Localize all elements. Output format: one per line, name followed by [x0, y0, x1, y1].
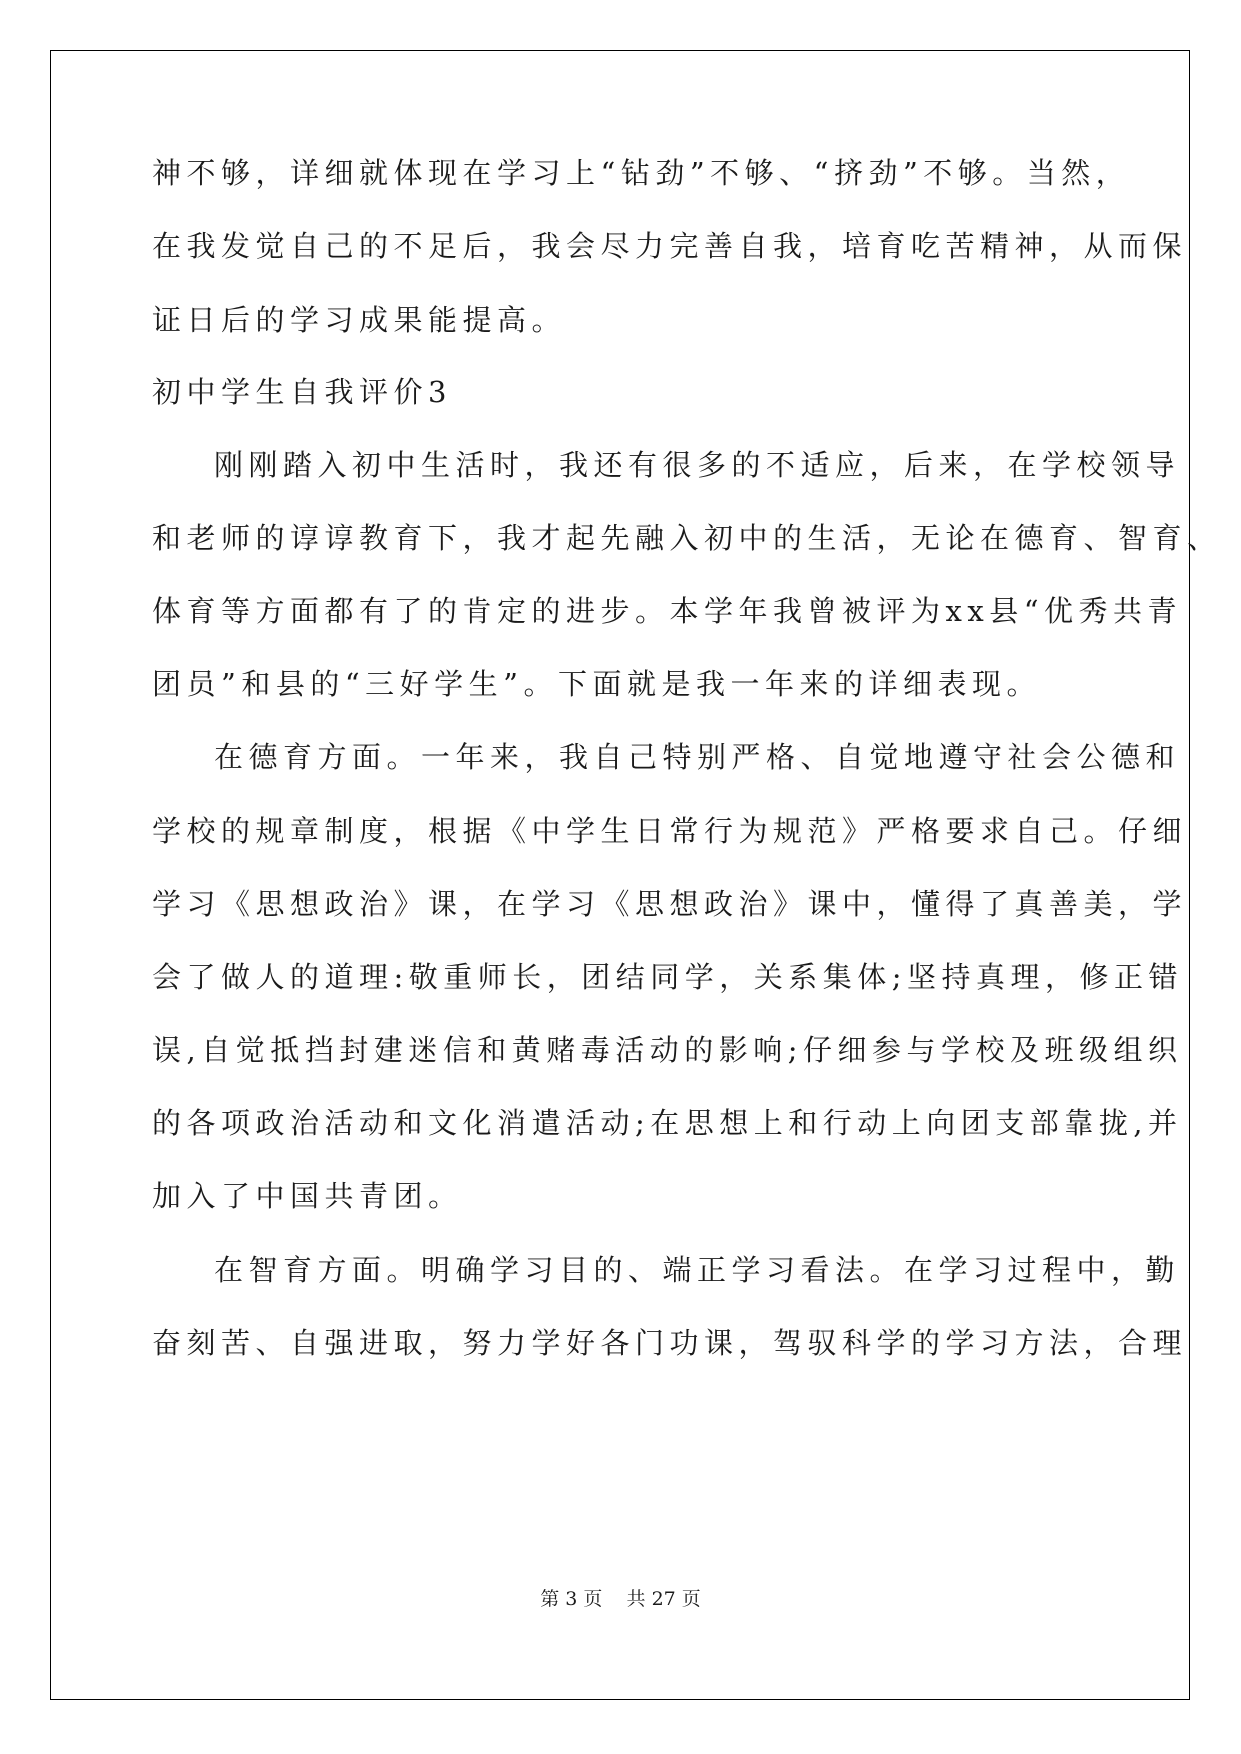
body-line: 和老师的谆谆教育下，我才起先融入初中的生活，无论在德育、智育、 [152, 521, 1222, 555]
body-line: 加入了中国共青团。 [152, 1179, 463, 1213]
body-line: 奋刻苦、自强进取，努力学好各门功课，驾驭科学的学习方法，合理 [152, 1326, 1188, 1360]
body-line: 学校的规章制度，根据《中学生日常行为规范》严格要求自己。仔细 [152, 814, 1188, 848]
body-line: 在智育方面。明确学习目的、端正学习看法。在学习过程中，勤 [214, 1253, 1181, 1287]
page-border [50, 50, 1190, 1700]
body-line: 神不够，详细就体现在学习上“钻劲”不够、“挤劲”不够。当然， [152, 156, 1131, 190]
body-line: 误,自觉抵挡封建迷信和黄赌毒活动的影响;仔细参与学校及班级组织 [152, 1033, 1183, 1067]
page-number: 第 3 页 共 27 页 [540, 1588, 701, 1610]
body-line: 证日后的学习成果能提高。 [152, 303, 567, 337]
section-heading: 初中学生自我评价3 [152, 375, 452, 409]
body-line: 在德育方面。一年来，我自己特别严格、自觉地遵守社会公德和 [214, 740, 1181, 774]
body-line: 团员”和县的“三好学生”。下面就是我一年来的详细表现。 [152, 667, 1041, 701]
body-line: 会了做人的道理:敬重师长，团结同学，关系集体;坚持真理，修正错 [152, 960, 1184, 994]
body-line: 刚刚踏入初中生活时，我还有很多的不适应，后来，在学校领导 [214, 448, 1181, 482]
body-line: 在我发觉自己的不足后，我会尽力完善自我，培育吃苦精神，从而保 [152, 229, 1188, 263]
body-line: 体育等方面都有了的肯定的进步。本学年我曾被评为xx县“优秀共青 [152, 594, 1183, 628]
body-line: 学习《思想政治》课，在学习《思想政治》课中，懂得了真善美，学 [152, 887, 1188, 921]
body-line: 的各项政治活动和文化消遣活动;在思想上和行动上向团支部靠拢,并 [152, 1106, 1183, 1140]
